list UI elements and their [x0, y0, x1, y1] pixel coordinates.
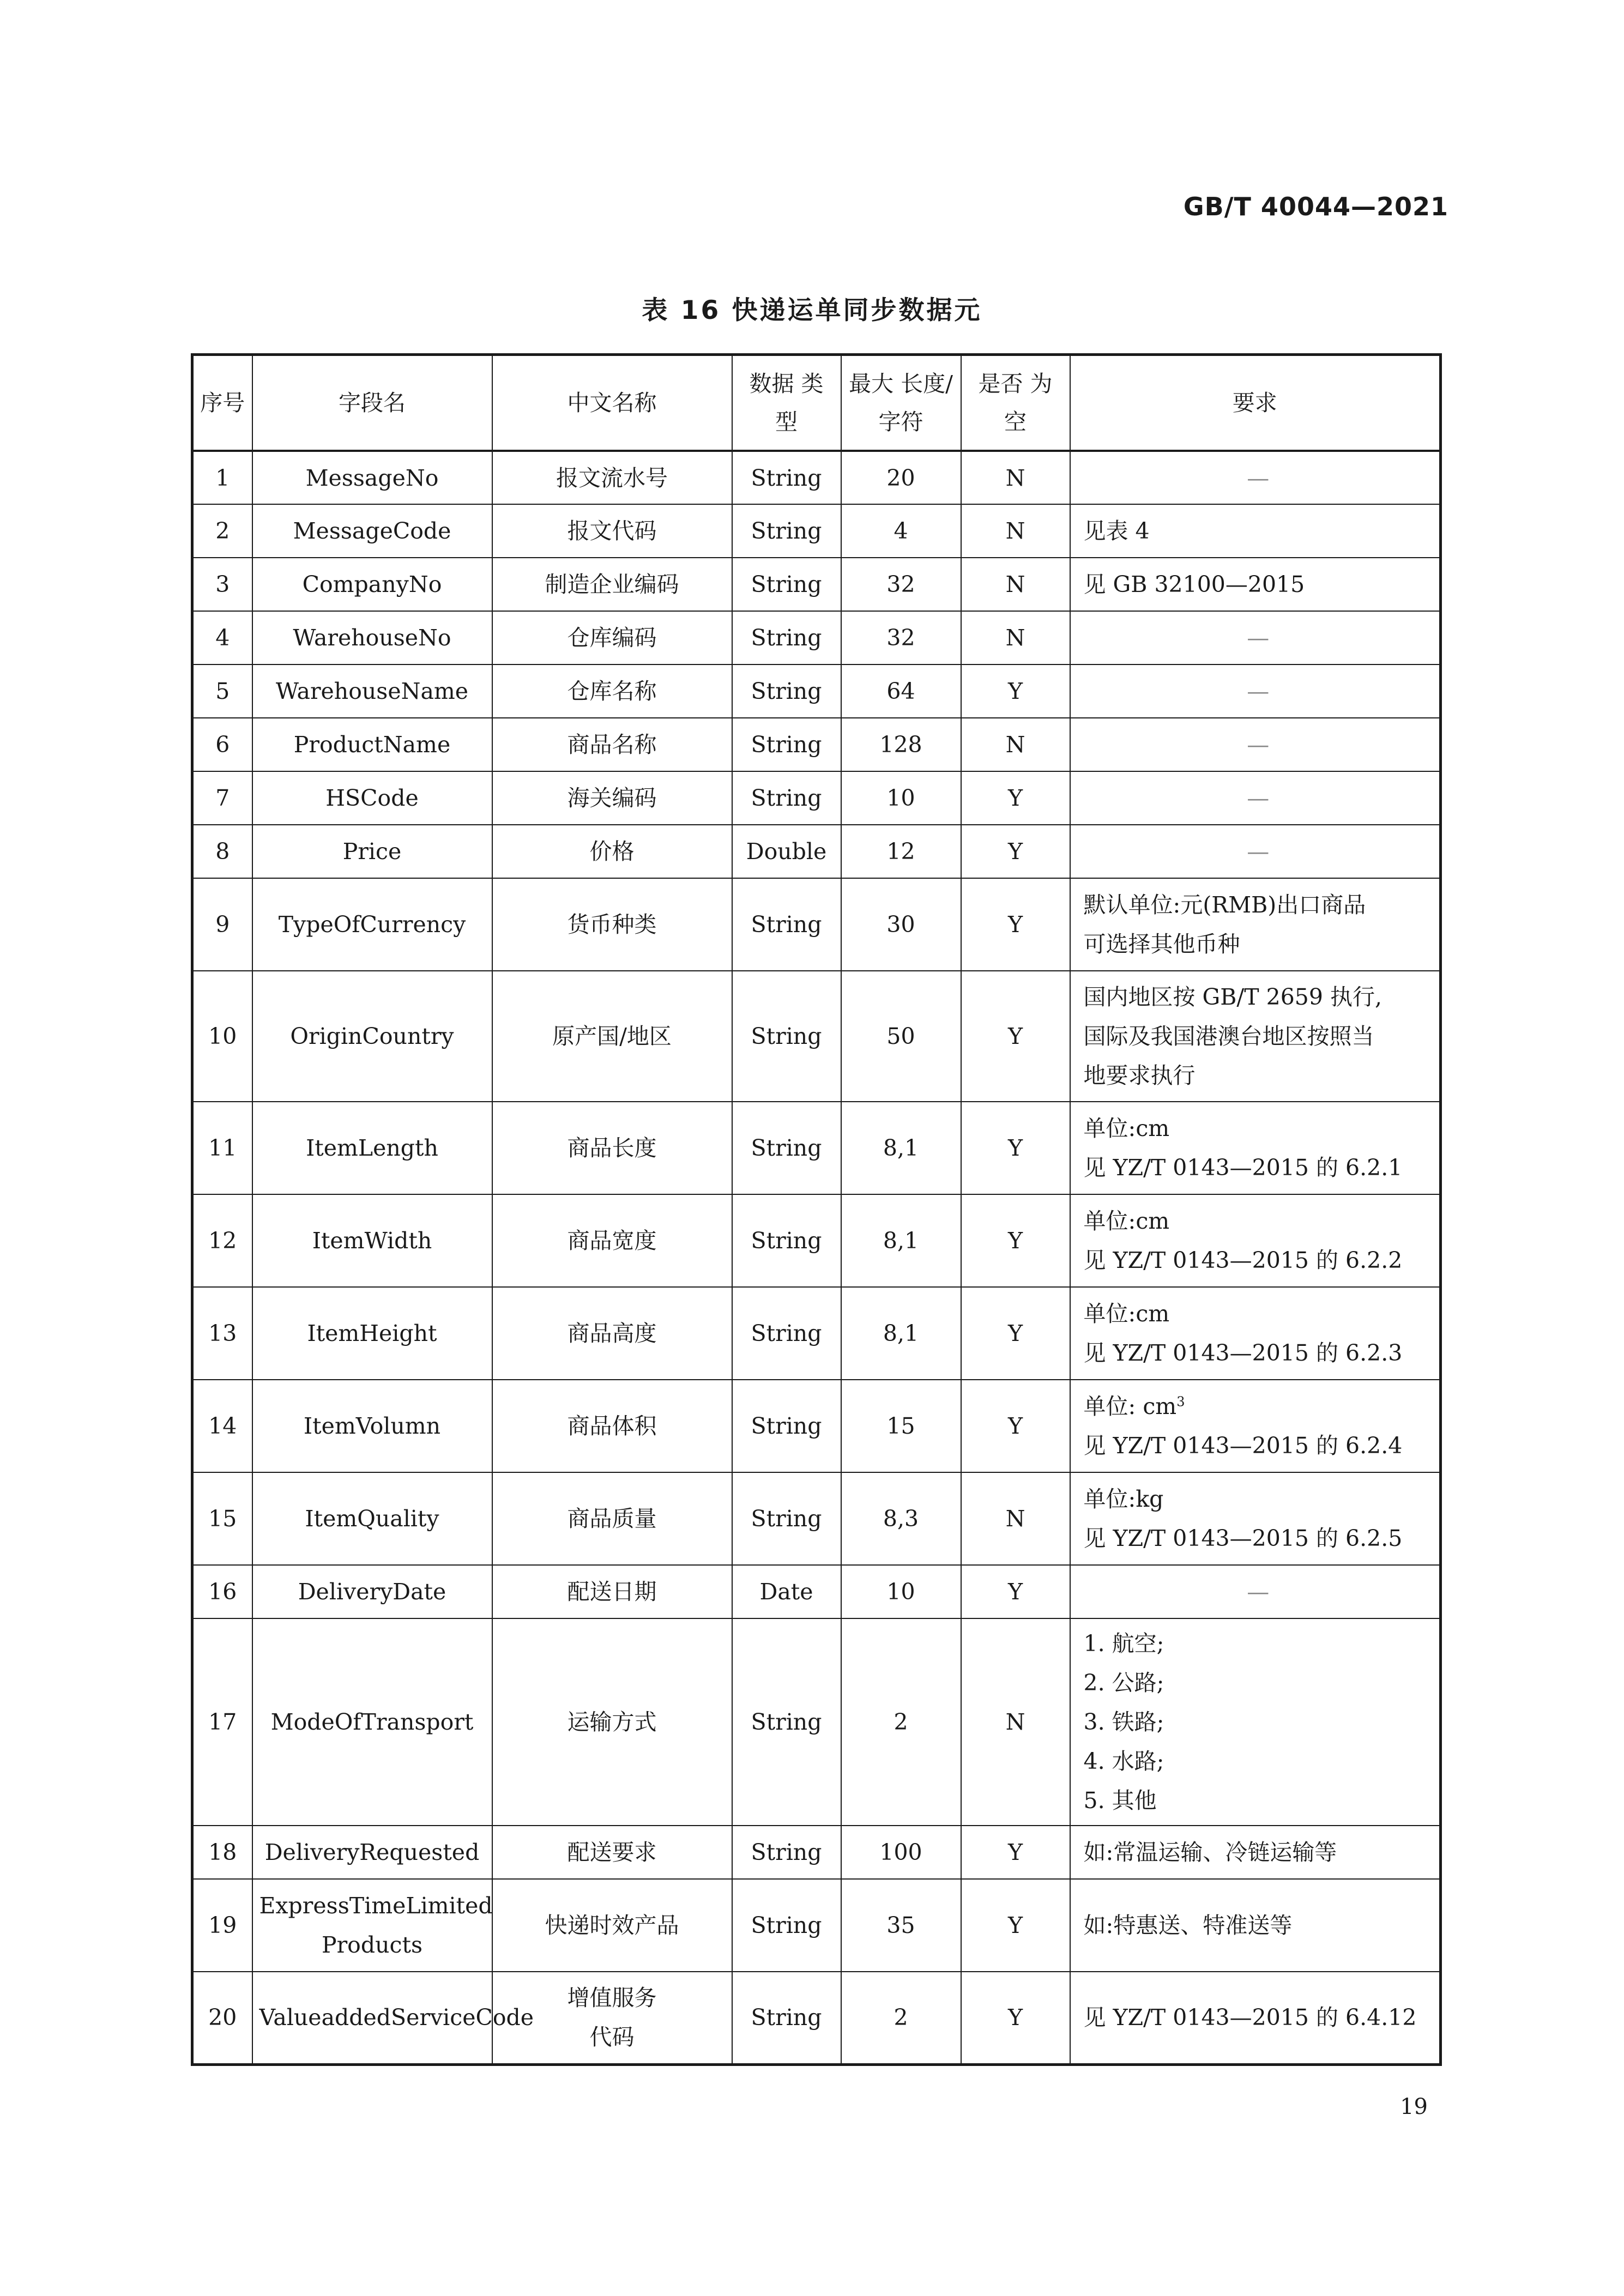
row-requirement-line [1084, 1519, 1433, 1558]
table-row [192, 611, 1441, 664]
row-data-type: String [732, 1102, 841, 1194]
row-requirement-line [1084, 778, 1433, 818]
table-row [192, 1472, 1441, 1565]
row-requirement [1070, 1287, 1441, 1380]
row-data-type: String [732, 664, 841, 718]
row-chinese-name: 货币种类 [492, 878, 732, 971]
row-requirement-line [1084, 1572, 1433, 1611]
row-data-type: String [732, 1287, 841, 1380]
row-requirement-text: 国际及我国港澳台地区按照当 [1083, 1023, 1374, 1049]
row-seq: 17 [192, 1618, 252, 1826]
row-nullable: Y [961, 1102, 1070, 1194]
row-requirement [1070, 1380, 1441, 1472]
header-data-type-line1: 数据 [749, 371, 794, 397]
row-max-length: 20 [841, 451, 961, 504]
row-requirement-line [1084, 1624, 1433, 1663]
row-requirement [1070, 1972, 1441, 2064]
header-data-type [732, 355, 841, 451]
row-data-type: String [732, 504, 841, 558]
row-chinese-name-line: 增值服务 [567, 1985, 657, 2011]
header-max-length-line2: 长度/字符 [878, 371, 953, 435]
row-chinese-name: 原产国/地区 [492, 971, 732, 1102]
row-requirement-line [1084, 1017, 1433, 1056]
row-field-name: MessageNo [252, 451, 492, 504]
row-data-type: String [732, 1972, 841, 2064]
table-row [192, 1380, 1441, 1472]
table-row [192, 1879, 1441, 1972]
row-requirement [1070, 1472, 1441, 1565]
row-requirement-line [1084, 1833, 1433, 1872]
row-requirement-text: 单位:cm [1083, 1208, 1170, 1234]
row-chinese-name: 报文代码 [492, 504, 732, 558]
row-requirement-line [1084, 511, 1433, 551]
row-seq: 8 [192, 825, 252, 878]
row-chinese-name: 商品质量 [492, 1472, 732, 1565]
row-requirement [1070, 878, 1441, 971]
row-chinese-name-line: 代码 [589, 2024, 635, 2051]
row-seq: 9 [192, 878, 252, 971]
row-requirement-text: 单位: cm [1083, 1393, 1177, 1419]
row-nullable: N [961, 558, 1070, 611]
row-max-length: 30 [841, 878, 961, 971]
superscript-exponent: 3 [1176, 1394, 1185, 1410]
row-field-name: ItemQuality [252, 1472, 492, 1565]
header-nullable-line2: 为空 [1004, 371, 1053, 435]
row-requirement-text: — [1247, 1579, 1270, 1605]
row-field-name: DeliveryDate [252, 1565, 492, 1618]
row-field-name: ModeOfTransport [252, 1618, 492, 1826]
row-requirement [1070, 718, 1441, 771]
row-requirement-text: 见 YZ/T 0143—2015 的 6.4.12 [1083, 2004, 1417, 2031]
table-row [192, 558, 1441, 611]
row-nullable: N [961, 451, 1070, 504]
table-row [192, 1194, 1441, 1287]
row-field-name [252, 1879, 492, 1972]
row-chinese-name: 报文流水号 [492, 451, 732, 504]
table-row [192, 1102, 1441, 1194]
row-field-name: ItemVolumn [252, 1380, 492, 1472]
table-row [192, 1826, 1441, 1879]
data-element-table [191, 353, 1442, 2066]
row-max-length: 8,1 [841, 1287, 961, 1380]
row-requirement-text: 4. 水路; [1083, 1748, 1164, 1774]
row-data-type: Date [732, 1565, 841, 1618]
row-seq: 13 [192, 1287, 252, 1380]
row-requirement [1070, 1102, 1441, 1194]
row-requirement-line [1084, 1426, 1433, 1465]
header-seq: 序号 [192, 355, 252, 451]
header-data-type-line2: 类型 [775, 371, 824, 435]
table-row [192, 971, 1441, 1102]
row-requirement-line [1084, 672, 1433, 711]
row-seq: 5 [192, 664, 252, 718]
row-requirement [1070, 451, 1441, 504]
table-row [192, 451, 1441, 504]
row-max-length: 32 [841, 611, 961, 664]
table-row [192, 1618, 1441, 1826]
row-chinese-name: 运输方式 [492, 1618, 732, 1826]
row-nullable: Y [961, 1565, 1070, 1618]
row-data-type: String [732, 1618, 841, 1826]
row-max-length: 128 [841, 718, 961, 771]
row-max-length: 32 [841, 558, 961, 611]
table-row [192, 718, 1441, 771]
header-chinese-name: 中文名称 [492, 355, 732, 451]
row-chinese-name: 商品长度 [492, 1102, 732, 1194]
row-nullable: Y [961, 878, 1070, 971]
row-requirement-line [1084, 1056, 1433, 1095]
row-requirement-text: — [1247, 838, 1270, 865]
row-max-length: 8,1 [841, 1102, 961, 1194]
row-requirement-text: — [1247, 678, 1270, 704]
row-seq: 11 [192, 1102, 252, 1194]
row-requirement [1070, 1826, 1441, 1879]
row-seq: 6 [192, 718, 252, 771]
row-requirement-text: — [1247, 785, 1270, 811]
header-requirement: 要求 [1070, 355, 1441, 451]
row-field-name: ItemLength [252, 1102, 492, 1194]
header-max-length [841, 355, 961, 451]
row-requirement-text: 3. 铁路; [1083, 1709, 1164, 1735]
row-max-length: 10 [841, 1565, 961, 1618]
row-seq: 12 [192, 1194, 252, 1287]
row-requirement-line [1084, 565, 1433, 604]
row-max-length: 8,3 [841, 1472, 961, 1565]
row-requirement-text: 5. 其他 [1083, 1787, 1157, 1814]
table-row [192, 878, 1441, 971]
header-nullable [961, 355, 1070, 451]
row-requirement-text: 1. 航空; [1083, 1630, 1164, 1657]
standard-number: GB/T 40044—2021 [1183, 192, 1448, 221]
row-data-type: String [732, 1826, 841, 1879]
table-header-row [192, 355, 1441, 451]
row-data-type: String [732, 1194, 841, 1287]
row-data-type: String [732, 718, 841, 771]
row-requirement-text: 地要求执行 [1083, 1062, 1196, 1089]
row-chinese-name: 仓库编码 [492, 611, 732, 664]
row-nullable: Y [961, 1879, 1070, 1972]
row-seq: 7 [192, 771, 252, 825]
row-max-length: 8,1 [841, 1194, 961, 1287]
row-field-name: ItemWidth [252, 1194, 492, 1287]
row-requirement-line [1084, 1906, 1433, 1945]
row-requirement [1070, 1618, 1441, 1826]
row-nullable: Y [961, 825, 1070, 878]
header-nullable-line1: 是否 [978, 371, 1023, 397]
row-data-type: Double [732, 825, 841, 878]
row-seq: 1 [192, 451, 252, 504]
row-requirement-text: 默认单位:元(RMB)出口商品 [1083, 892, 1366, 918]
row-chinese-name: 仓库名称 [492, 664, 732, 718]
row-max-length: 2 [841, 1618, 961, 1826]
row-requirement [1070, 825, 1441, 878]
row-seq: 10 [192, 971, 252, 1102]
row-data-type: String [732, 1380, 841, 1472]
row-field-name: ValueaddedServiceCode [252, 1972, 492, 2064]
row-nullable: Y [961, 771, 1070, 825]
table-row [192, 664, 1441, 718]
row-max-length: 10 [841, 771, 961, 825]
row-chinese-name: 商品宽度 [492, 1194, 732, 1287]
row-field-name: OriginCountry [252, 971, 492, 1102]
row-field-name-line: Products [321, 1932, 422, 1958]
row-max-length: 4 [841, 504, 961, 558]
row-seq: 2 [192, 504, 252, 558]
row-nullable: Y [961, 664, 1070, 718]
row-max-length: 2 [841, 1972, 961, 2064]
row-requirement [1070, 1879, 1441, 1972]
row-data-type: String [732, 1472, 841, 1565]
row-field-name: TypeOfCurrency [252, 878, 492, 971]
row-requirement-line [1084, 1387, 1433, 1426]
row-requirement-line [1084, 832, 1433, 871]
row-data-type: String [732, 878, 841, 971]
row-requirement [1070, 1194, 1441, 1287]
row-max-length: 12 [841, 825, 961, 878]
row-data-type: String [732, 1879, 841, 1972]
row-requirement-line [1084, 1702, 1433, 1742]
row-chinese-name: 配送要求 [492, 1826, 732, 1879]
row-requirement-line [1084, 1998, 1433, 2037]
row-requirement-line [1084, 458, 1433, 498]
row-requirement-text: 见 YZ/T 0143—2015 的 6.2.3 [1083, 1340, 1403, 1366]
row-data-type: String [732, 971, 841, 1102]
row-data-type: String [732, 771, 841, 825]
row-requirement-line [1084, 618, 1433, 657]
row-data-type: String [732, 451, 841, 504]
row-requirement [1070, 558, 1441, 611]
row-requirement-text: 见 YZ/T 0143—2015 的 6.2.2 [1083, 1247, 1403, 1273]
row-seq: 19 [192, 1879, 252, 1972]
row-chinese-name: 海关编码 [492, 771, 732, 825]
row-requirement [1070, 611, 1441, 664]
row-requirement-text: 单位:cm [1083, 1115, 1170, 1141]
table-row [192, 504, 1441, 558]
row-max-length: 64 [841, 664, 961, 718]
row-requirement-text: 单位:cm [1083, 1301, 1170, 1327]
row-seq: 3 [192, 558, 252, 611]
row-requirement [1070, 664, 1441, 718]
row-requirement [1070, 504, 1441, 558]
row-seq: 14 [192, 1380, 252, 1472]
row-requirement-text: — [1247, 732, 1270, 758]
row-data-type: String [732, 611, 841, 664]
row-requirement-line [1084, 1241, 1433, 1280]
row-chinese-name: 商品体积 [492, 1380, 732, 1472]
row-seq: 18 [192, 1826, 252, 1879]
table-row [192, 771, 1441, 825]
row-nullable: Y [961, 1826, 1070, 1879]
row-field-name: WarehouseNo [252, 611, 492, 664]
row-max-length: 15 [841, 1380, 961, 1472]
row-requirement-line [1084, 977, 1433, 1017]
row-nullable: N [961, 718, 1070, 771]
table-title: 表 16 快递运单同步数据元 [642, 295, 982, 325]
row-requirement-text: — [1247, 625, 1270, 651]
table-row [192, 1972, 1441, 2064]
row-field-name: Price [252, 825, 492, 878]
table-row [192, 1287, 1441, 1380]
row-max-length: 50 [841, 971, 961, 1102]
row-requirement-line [1084, 1742, 1433, 1781]
row-requirement-text: 可选择其他币种 [1083, 931, 1240, 957]
row-requirement-line [1084, 1479, 1433, 1519]
row-requirement-text: 2. 公路; [1083, 1670, 1164, 1696]
row-requirement-line [1084, 925, 1433, 964]
row-field-name: DeliveryRequested [252, 1826, 492, 1879]
row-seq: 20 [192, 1972, 252, 2064]
row-requirement-line [1084, 725, 1433, 764]
row-requirement [1070, 1565, 1441, 1618]
row-requirement-line [1084, 885, 1433, 925]
row-nullable: Y [961, 971, 1070, 1102]
row-requirement-text: 如:特惠送、特准送等 [1083, 1912, 1293, 1938]
row-max-length: 35 [841, 1879, 961, 1972]
row-field-name-line: ExpressTimeLimited [259, 1893, 493, 1919]
row-requirement-line [1084, 1781, 1433, 1820]
row-requirement-text: 见 YZ/T 0143—2015 的 6.2.1 [1083, 1155, 1403, 1181]
row-chinese-name: 价格 [492, 825, 732, 878]
row-nullable: N [961, 1618, 1070, 1826]
row-seq: 4 [192, 611, 252, 664]
row-requirement [1070, 971, 1441, 1102]
row-requirement-text: 单位:kg [1083, 1486, 1164, 1512]
row-requirement-text: 见 YZ/T 0143—2015 的 6.2.5 [1083, 1525, 1403, 1551]
row-requirement-line [1084, 1201, 1433, 1241]
row-field-name: MessageCode [252, 504, 492, 558]
row-requirement-text: 国内地区按 GB/T 2659 执行, [1083, 984, 1382, 1010]
row-nullable: N [961, 1472, 1070, 1565]
table-row [192, 1565, 1441, 1618]
row-field-name: ProductName [252, 718, 492, 771]
row-requirement-text: 见 GB 32100—2015 [1083, 571, 1305, 597]
row-requirement [1070, 771, 1441, 825]
row-requirement-line [1084, 1109, 1433, 1148]
row-requirement-line [1084, 1663, 1433, 1702]
table-body [192, 451, 1441, 2064]
row-requirement-line [1084, 1333, 1433, 1373]
row-field-name: ItemHeight [252, 1287, 492, 1380]
row-requirement-text: 如:常温运输、冷链运输等 [1083, 1839, 1337, 1865]
row-nullable: Y [961, 1287, 1070, 1380]
table-row [192, 825, 1441, 878]
row-data-type: String [732, 558, 841, 611]
row-chinese-name: 配送日期 [492, 1565, 732, 1618]
row-field-name: CompanyNo [252, 558, 492, 611]
header-field-name: 字段名 [252, 355, 492, 451]
row-seq: 16 [192, 1565, 252, 1618]
row-requirement-line [1084, 1148, 1433, 1187]
row-requirement-text: — [1247, 464, 1270, 491]
header-max-length-line1: 最大 [849, 371, 894, 397]
row-chinese-name: 制造企业编码 [492, 558, 732, 611]
page-number: 19 [1400, 2094, 1428, 2119]
row-field-name: HSCode [252, 771, 492, 825]
row-requirement-text: 见 YZ/T 0143—2015 的 6.2.4 [1083, 1433, 1403, 1459]
row-chinese-name: 快递时效产品 [492, 1879, 732, 1972]
row-max-length: 100 [841, 1826, 961, 1879]
row-nullable: N [961, 504, 1070, 558]
row-requirement-text: 见表 4 [1083, 518, 1150, 544]
row-nullable: Y [961, 1972, 1070, 2064]
row-chinese-name: 商品高度 [492, 1287, 732, 1380]
row-requirement-line [1084, 1294, 1433, 1333]
row-nullable: N [961, 611, 1070, 664]
row-field-name: WarehouseName [252, 664, 492, 718]
row-chinese-name: 商品名称 [492, 718, 732, 771]
row-seq: 15 [192, 1472, 252, 1565]
row-nullable: Y [961, 1380, 1070, 1472]
row-nullable: Y [961, 1194, 1070, 1287]
